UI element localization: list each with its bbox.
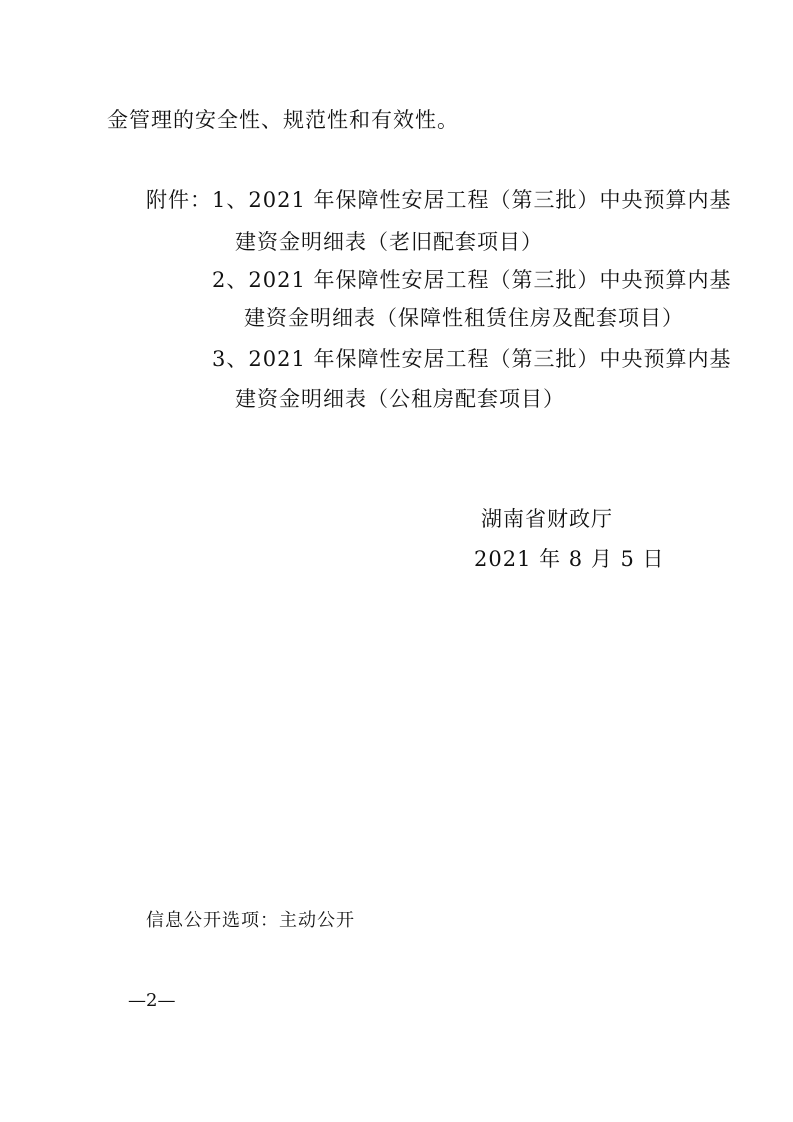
attachment-2-title-line1: 2、2021 年保障性安居工程（第三批）中央预算内基 (212, 268, 732, 292)
attachment-1-title-line2: 建资金明细表（老旧配套项目） (235, 230, 543, 254)
attachment-3-title-line1: 3、2021 年保障性安居工程（第三批）中央预算内基 (212, 347, 732, 371)
issuer-signature: 湖南省财政厅 (481, 507, 613, 531)
attachment-1-title-line1: 1、2021 年保障性安居工程（第三批）中央预算内基 (212, 188, 732, 212)
disclosure-option: 信息公开选项：主动公开 (146, 910, 355, 931)
attachments-label: 附件： (146, 188, 212, 212)
attachment-2-title-line2: 建资金明细表（保障性租赁住房及配套项目） (244, 306, 684, 330)
attachment-3-title-line2: 建资金明细表（公租房配套项目） (235, 387, 565, 411)
issue-date: 2021 年 8 月 5 日 (474, 547, 665, 571)
page-number: —2— (128, 990, 176, 1011)
body-paragraph-continuation: 金管理的安全性、规范性和有效性。 (107, 108, 459, 132)
